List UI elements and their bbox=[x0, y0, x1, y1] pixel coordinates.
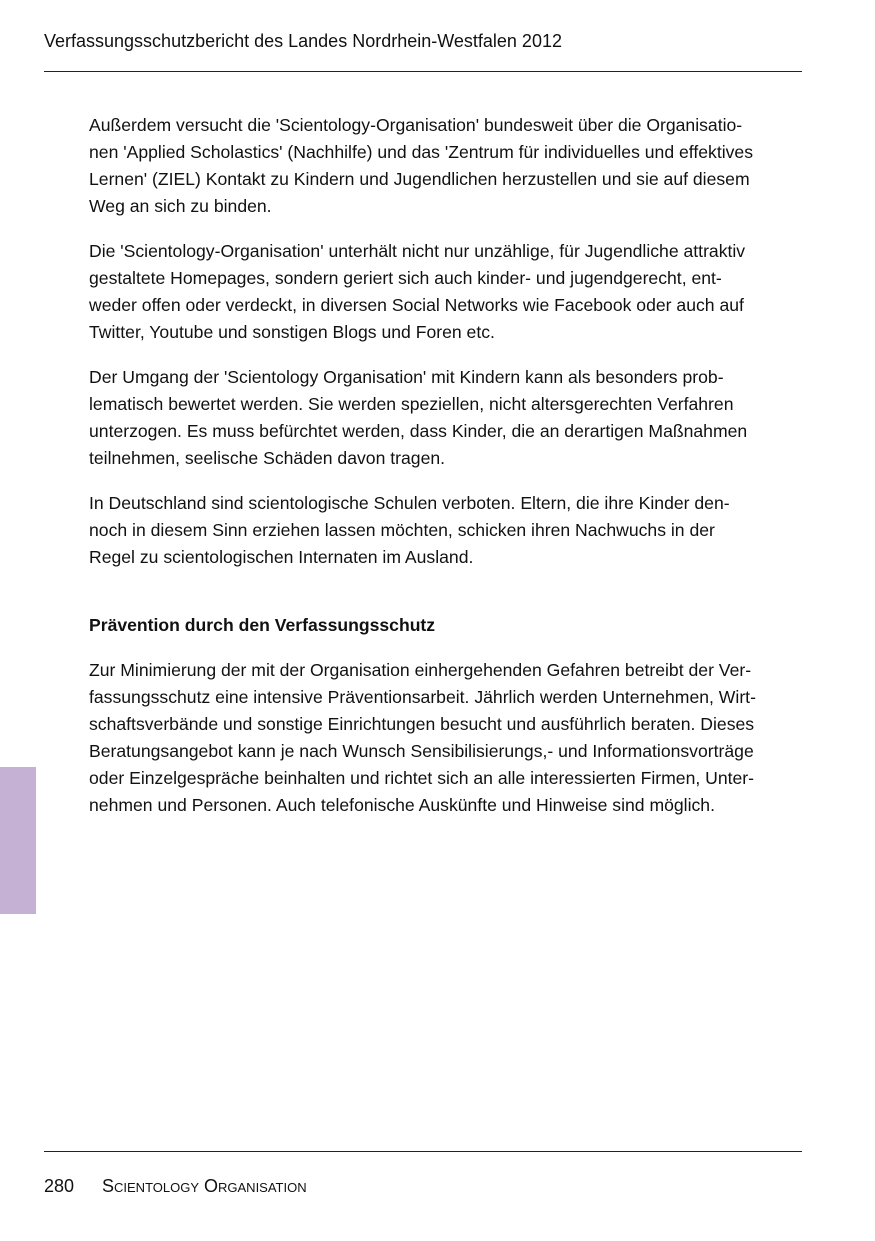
page-number: 280 bbox=[44, 1176, 75, 1196]
text-line: teilnehmen, seelische Schäden davon tragen. bbox=[89, 448, 446, 468]
text-line: schaftsverbände und sonstige Einrichtungen besucht und ausführlich beraten. Dieses bbox=[89, 714, 755, 734]
text-line: Regel zu scientologischen Internaten im Ausland. bbox=[89, 547, 474, 567]
text-line: Beratungsangebot kann je nach Wunsch Sensibilisierungs,- und Informationsvorträge bbox=[89, 741, 754, 761]
text-line: fassungsschutz eine intensive Präventionsarbeit. Jährlich werden Unternehmen, Wirt- bbox=[89, 687, 756, 707]
section-heading: Prävention durch den Verfassungsschutz bbox=[89, 615, 436, 635]
page-footer bbox=[44, 1175, 307, 1197]
text-line: Die 'Scientology-Organisation' unterhält nicht nur unzählige, für Jugendliche attraktiv bbox=[89, 241, 746, 261]
section-paragraph bbox=[89, 657, 804, 819]
paragraph-1 bbox=[89, 112, 804, 220]
main-content bbox=[89, 112, 804, 837]
header-divider bbox=[44, 71, 802, 72]
footer-divider bbox=[44, 1151, 802, 1152]
text-line: gestaltete Homepages, sondern geriert sich auch kinder- und jugendgerecht, ent- bbox=[89, 268, 722, 288]
running-header: Verfassungsschutzbericht des Landes Nordrhein-Westfalen 2012 bbox=[44, 31, 562, 51]
text-line: weder offen oder verdeckt, in diversen Social Networks wie Facebook oder auch auf bbox=[89, 295, 744, 315]
text-line: Weg an sich zu binden. bbox=[89, 196, 272, 216]
text-line: oder Einzelgespräche beinhalten und richtet sich an alle interessierten Firmen, Unter- bbox=[89, 768, 755, 788]
text-line: nehmen und Personen. Auch telefonische Auskünfte und Hinweise sind möglich. bbox=[89, 795, 715, 815]
text-line: noch in diesem Sinn erziehen lassen möchten, schicken ihren Nachwuchs in der bbox=[89, 520, 715, 540]
paragraph-2 bbox=[89, 238, 804, 346]
footer-section-name: Scientology Organisation bbox=[102, 1176, 307, 1196]
paragraph-3 bbox=[89, 364, 804, 472]
text-line: unterzogen. Es muss befürchtet werden, dass Kinder, die an derartigen Maßnahmen bbox=[89, 421, 748, 441]
text-line: Außerdem versucht die 'Scientology-Organisation' bundesweit über die Organisatio- bbox=[89, 115, 743, 135]
text-line: nen 'Applied Scholastics' (Nachhilfe) und das 'Zentrum für individuelles und effektives bbox=[89, 142, 754, 162]
text-line: Der Umgang der 'Scientology Organisation' mit Kindern kann als besonders prob- bbox=[89, 367, 724, 387]
text-line: Zur Minimierung der mit der Organisation einhergehenden Gefahren betreibt der Ver- bbox=[89, 660, 752, 680]
chapter-tab-marker bbox=[0, 767, 36, 914]
paragraph-4 bbox=[89, 490, 804, 571]
text-line: Lernen' (ZIEL) Kontakt zu Kindern und Jugendlichen herzustellen und sie auf diesem bbox=[89, 169, 750, 189]
text-line: lematisch bewertet werden. Sie werden speziellen, nicht altersgerechten Verfahren bbox=[89, 394, 734, 414]
text-line: In Deutschland sind scientologische Schulen verboten. Eltern, die ihre Kinder den- bbox=[89, 493, 730, 513]
text-line: Twitter, Youtube und sonstigen Blogs und Foren etc. bbox=[89, 322, 495, 342]
